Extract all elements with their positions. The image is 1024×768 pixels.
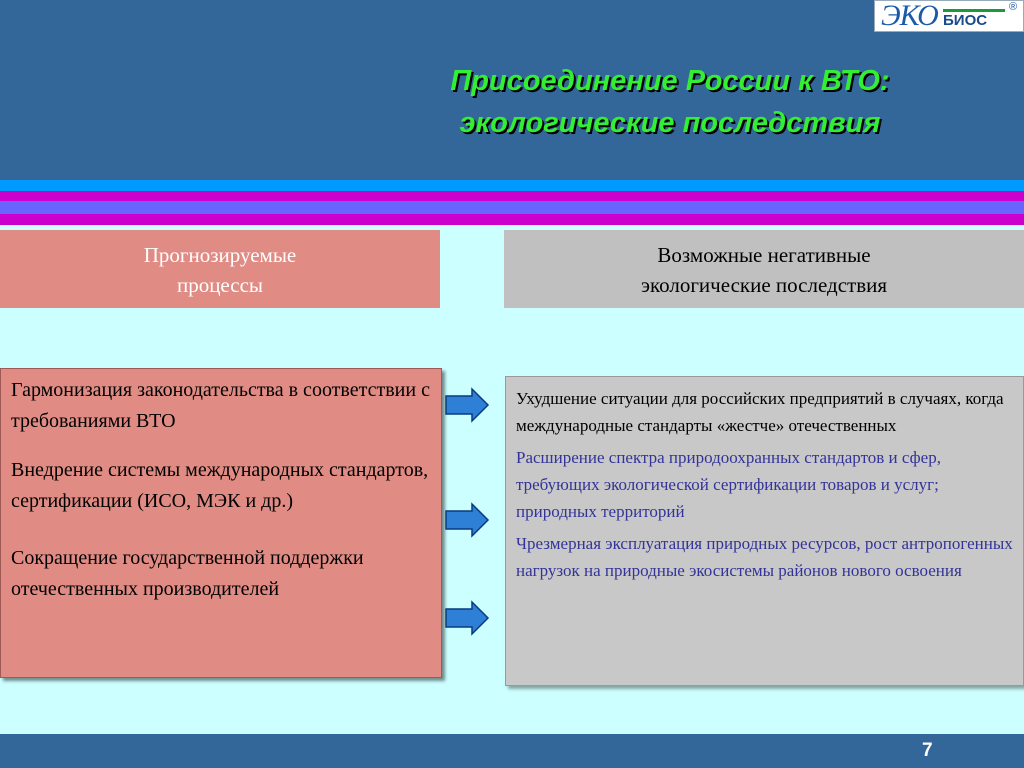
processes-column-header (0, 230, 440, 308)
registered-mark: ® (1009, 1, 1018, 13)
consequences-header-line-2: экологические последствия (640, 273, 888, 297)
process-item: Внедрение системы международных стандартов, сертификации (ИСО, МЭК и др.) (11, 459, 429, 512)
consequence-item: Ухудшение ситуации для российских предприятий в случаях, когда международные стандарты «жестче» отечественных (516, 389, 1004, 435)
logo-bios-text: БИОС (943, 12, 988, 29)
right-arrow-icon (444, 600, 490, 636)
stripe-cyan (0, 180, 1024, 191)
right-arrow-icon (444, 502, 490, 538)
stripe-magenta-2 (0, 214, 1024, 225)
consequences-column-header (504, 230, 1024, 308)
stripe-violet (0, 201, 1024, 214)
consequences-header-line-1: Возможные негативные (657, 243, 871, 267)
logo (874, 0, 1024, 32)
processes-header-line-2: процессы (176, 273, 264, 297)
consequences-box (505, 376, 1024, 686)
page-number: 7 (922, 740, 933, 761)
page-title (330, 60, 1010, 144)
processes-header-line-1: Прогнозируемые (143, 243, 297, 267)
consequence-item: Расширение спектра природоохранных стандартов и сфер, требующих экологической сертификации товаров и услуг; природных территорий (516, 448, 941, 521)
title-line-1: Присоединение России к ВТО: (450, 65, 890, 97)
process-item: Гармонизация законодательства в соответствии с требованиями ВТО (11, 379, 430, 432)
processes-box (0, 368, 442, 678)
logo-eko-text: ЭКО (881, 0, 938, 32)
process-item: Сокращение государственной поддержки отечественных производителей (11, 547, 364, 600)
title-line-2: экологические последствия (459, 107, 881, 139)
stripe-magenta (0, 191, 1024, 201)
footer-band (0, 734, 1024, 768)
consequence-item: Чрезмерная эксплуатация природных ресурсов, рост антропогенных нагрузок на природные экосистемы районов нового освоения (516, 534, 1013, 580)
right-arrow-icon (444, 387, 490, 423)
